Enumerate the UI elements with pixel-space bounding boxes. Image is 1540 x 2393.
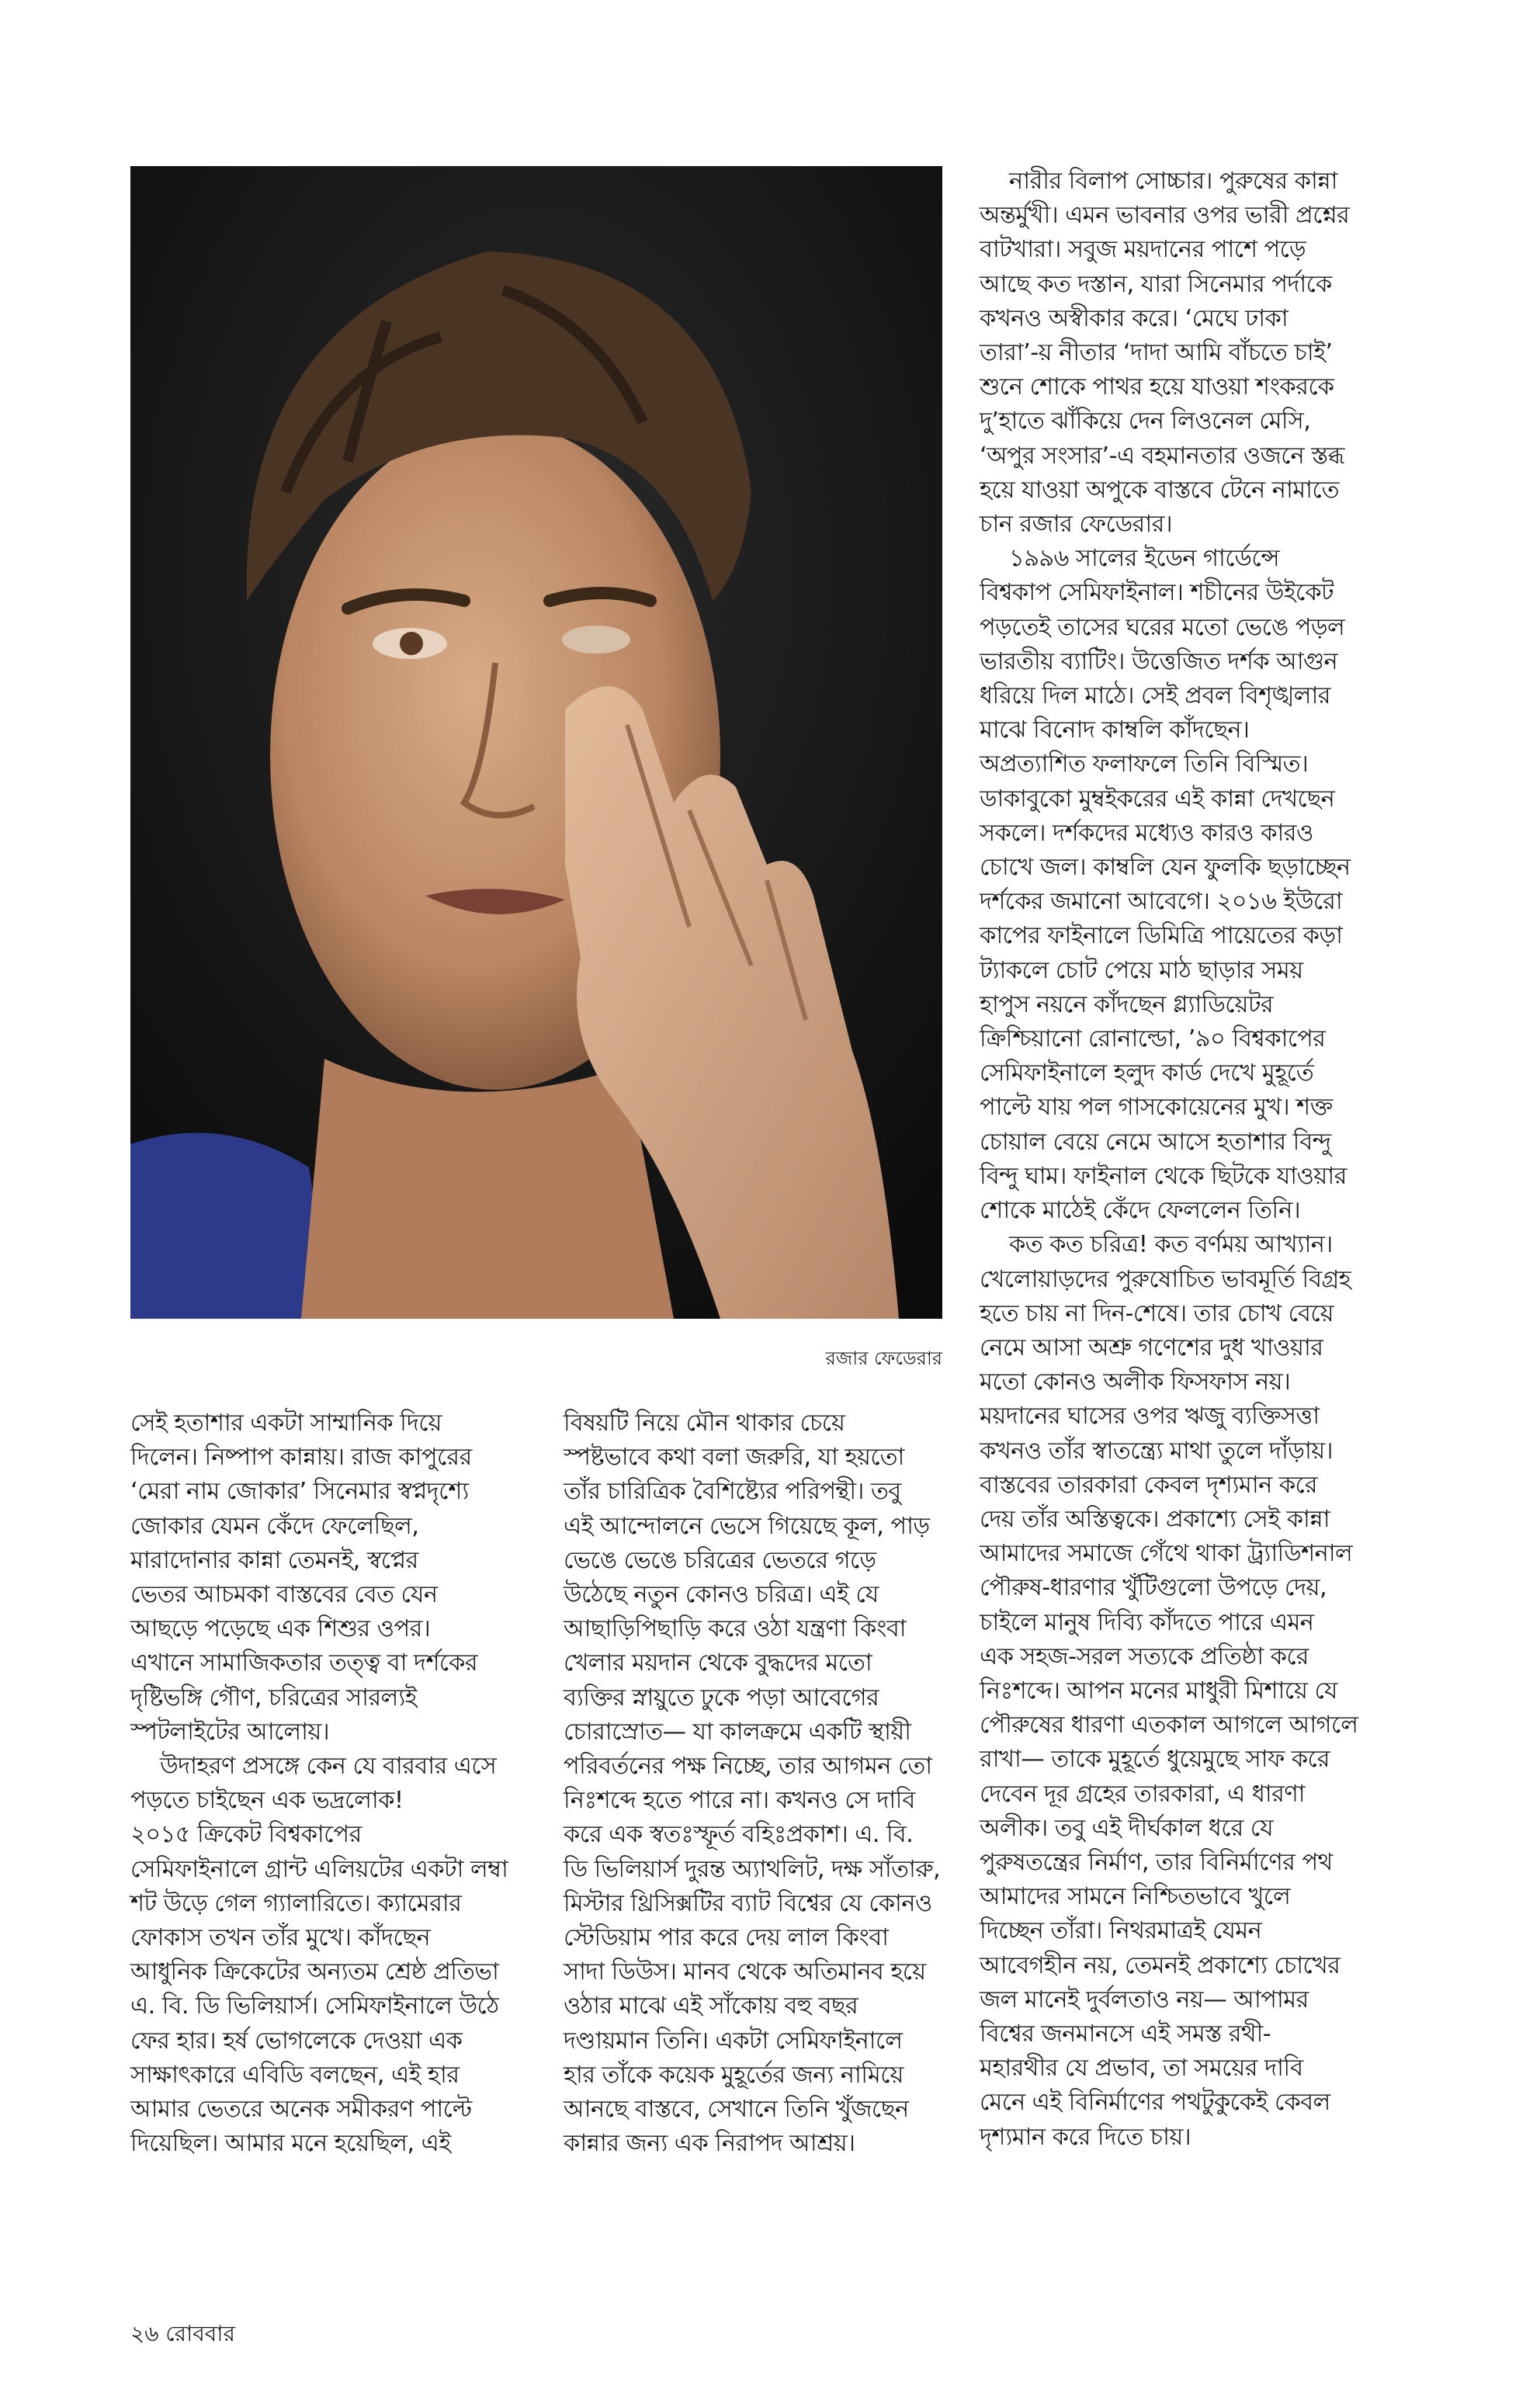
article-column-left [130, 1406, 519, 2161]
right-eye [562, 626, 630, 654]
paragraph: বিষয়টি নিয়ে মৌন থাকার চেয়ে স্পষ্টভাবে কথা বলা জরুরি, যা হয়তো তাঁর চারিত্রিক বৈশিষ্ট্যের পরিপন্থী। তবু এই আন্দোলনে ভেসে গিয়েছে কূল, পাড় ভেঙে ভেঙে চরিত্রের ভেতরে গড়ে উঠেছে নতুন কোনও চরিত্র। এই যে আছাড়িপিছাড়ি করে ওঠা যন্ত্রণা কিংবা খেলার ময়দান থেকে বুদ্ধদের মতো ব্যক্তির স্নায়ুতে ঢুকে পড়া আবেগের চোরাস্রোত— যা কালক্রমে একটি স্থায়ী পরিবর্তনের পক্ষ নিচ্ছে, তার আগমন তো নিঃশব্দে হতে পারে না। কখনও সে দাবি করে এক স্বতঃস্ফূর্ত বহিঃপ্রকাশ। এ. বি. ডি ভিলিয়ার্স দুরন্ত অ্যাথলিট, দক্ষ সাঁতারু, মিস্টার থ্রিসিক্সটির ব্যাট বিশ্বের যে কোনও স্টেডিয়াম পার করে দেয় লাল কিংবা সাদা ডিউস। মানব থেকে অতিমানব হয়ে ওঠার মাঝে এই সাঁকোয় বহু বছর দণ্ডায়মান তিনি। একটা সেমিফাইনালে হার তাঁকে কয়েক মুহূর্তের জন্য নামিয়ে আনছে বাস্তবে, সেখানে তিনি খুঁজছেন কান্নার জন্য এক নিরাপদ আশ্রয়। [564, 1410, 941, 2158]
article-column-middle [564, 1406, 952, 2161]
paragraph: সেই হতাশার একটা সাম্মানিক দিয়ে দিলেন। নিষ্পাপ কান্নায়। রাজ কাপুরের ‘মেরা নাম জোকার’ সিনেমার স্বপ্নদৃশ্যে জোকার যেমন কেঁদে ফেলেছিল, মারাদোনার কান্না তেমনই, স্বপ্নের ভেতর আচমকা বাস্তবের বেত যেন আছড়ে পড়েছে এক শিশুর ওপর। এখানে সামাজিকতার তত্ত্ব বা দর্শকের দৃষ্টিভঙ্গি গৌণ, চরিত্রের সারল্যই স্পটলাইটের আলোয়। [130, 1410, 478, 1746]
left-iris [400, 632, 423, 655]
photo-caption: রজার ফেডেরার [825, 1347, 942, 1369]
paragraph: উদাহরণ প্রসঙ্গে কেন যে বারবার এসে পড়তে চাইছেন এক ভদ্রলোক! ২০১৫ ক্রিকেট বিশ্বকাপের সেমিফাইনালে গ্রান্ট এলিয়টের একটা লম্বা শট উড়ে গেল গ্যালারিতে। ক্যামেরার ফোকাস তখন তাঁর মুখে। কাঁদছেন আধুনিক ক্রিকেটের অন্যতম শ্রেষ্ঠ প্রতিভা এ. বি. ডি ভিলিয়ার্স। সেমিফাইনালে উঠে ফের হার। হর্ষ ভোগলেকে দেওয়া এক সাক্ষাৎকারে এবিডি বলছেন, এই হার আমার ভেতরে অনেক সমীকরণ পাল্টে দিয়েছিল। আমার মনে হয়েছিল, এই [130, 1753, 508, 2158]
photo-illustration [130, 166, 942, 1319]
article-photo [130, 166, 942, 1319]
paragraph: নারীর বিলাপ সোচ্চার। পুরুষের কান্না অন্তর্মুখী। এমন ভাবনার ওপর ভারী প্রশ্নের বাটখারা। সবুজ ময়দানের পাশে পড়ে আছে কত দস্তান, যারা সিনেমার পর্দাকে কখনও অস্বীকার করে। ‘মেঘে ঢাকা তারা’-য় নীতার ‘দাদা আমি বাঁচতে চাই’ শুনে শোকে পাথর হয়ে যাওয়া শংকরকে দু’হাতে ঝাঁকিয়ে দেন লিওনেল মেসি, ‘অপুর সংসার’-এ বহমানতার ওজনে স্তব্ধ হয়ে যাওয়া অপুকে বাস্তবে টেনে নামাতে চান রজার ফেডেরার। [980, 168, 1350, 539]
paragraph: ১৯৯৬ সালের ইডেন গার্ডেন্সে বিশ্বকাপ সেমিফাইনাল। শচীনের উইকেট পড়তেই তাসের ঘরের মতো ভেঙে পড়ল ভারতীয় ব্যাটিং। উত্তেজিত দর্শক আগুন ধরিয়ে দিল মাঠে। সেই প্রবল বিশৃঙ্খলার মাঝে বিনোদ কাম্বলি কাঁদছেন। অপ্রত্যাশিত ফলাফলে তিনি বিস্মিত। ডাকাবুকো মুম্বইকরের এই কান্না দেখছেন সকলে। দর্শকদের মধ্যেও কারও কারও চোখে জল। কাম্বলি যেন ফুলকি ছড়াচ্ছেন দর্শকের জমানো আবেগে। ২০১৬ ইউরো কাপের ফাইনালে ডিমিত্রি পায়েতের কড়া ট্যাকলে চোট পেয়ে মাঠ ছাড়ার সময় হাপুস নয়নে কাঁদছেন গ্ল্যাডিয়েটর ক্রিশ্চিয়ানো রোনাল্ডো, ’৯০ বিশ্বকাপের সেমিফাইনালে হলুদ কার্ড দেখে মুহূর্তে পাল্টে যায় পল গাসকোয়েনের মুখ। শক্ত চোয়াল বেয়ে নেমে আসে হতাশার বিন্দু বিন্দু ঘাম। ফাইনাল থেকে ছিটকে যাওয়ার শোকে মাঠেই কেঁদে ফেললেন তিনি। [980, 545, 1351, 1225]
article-column-right [980, 165, 1414, 2155]
page-folio: ২৬ রোববার [130, 2321, 235, 2346]
paragraph: কত কত চরিত্র! কত বর্ণময় আখ্যান। খেলোয়াড়দের পুরুষোচিত ভাবমূর্তি বিগ্রহ হতে চায় না দিন-শেষে। তার চোখ বেয়ে নেমে আসা অশ্রু গণেশের দুধ খাওয়ার মতো কোনও অলীক ফিসফাস নয়। ময়দানের ঘাসের ওপর ঋজু ব্যক্তিসত্তা কখনও তাঁর স্বাতন্ত্র্যে মাথা তুলে দাঁড়ায়। বাস্তবের তারকারা কেবল দৃশ্যমান করে দেয় তাঁর অস্তিত্বকে। প্রকাশ্যে সেই কান্না আমাদের সমাজে গেঁথে থাকা ট্র্যাডিশনাল পৌরুষ-ধারণার খুঁটিগুলো উপড়ে দেয়, চাইলে মানুষ দিব্যি কাঁদতে পারে এমন এক সহজ-সরল সত্যকে প্রতিষ্ঠা করে নিঃশব্দে। আপন মনের মাধুরী মিশায়ে যে পৌরুষের ধারণা এতকাল আগলে আগলে রাখা— তাকে মুহূর্তে ধুয়েমুছে সাফ করে দেবেন দূর গ্রহের তারকারা, এ ধারণা অলীক। তবু এই দীর্ঘকাল ধরে যে পুরুষতন্ত্রের নির্মাণ, তার বিনির্মাণের পথ আমাদের সামনে নিশ্চিতভাবে খুলে দিচ্ছেন তাঁরা। নিথরমাত্রই যেমন আবেগহীন নয়, তেমনই প্রকাশ্যে চোখের জল মানেই দুর্বলতাও নয়— আপামর বিশ্বের জনমানসে এই সমস্ত রথী- মহারথীর যে প্রভাব, তা সময়ের দাবি মেনে এই বিনির্মাণের পথটুকুকেই কেবল দৃশ্যমান করে দিতে চায়। [980, 1231, 1358, 2151]
